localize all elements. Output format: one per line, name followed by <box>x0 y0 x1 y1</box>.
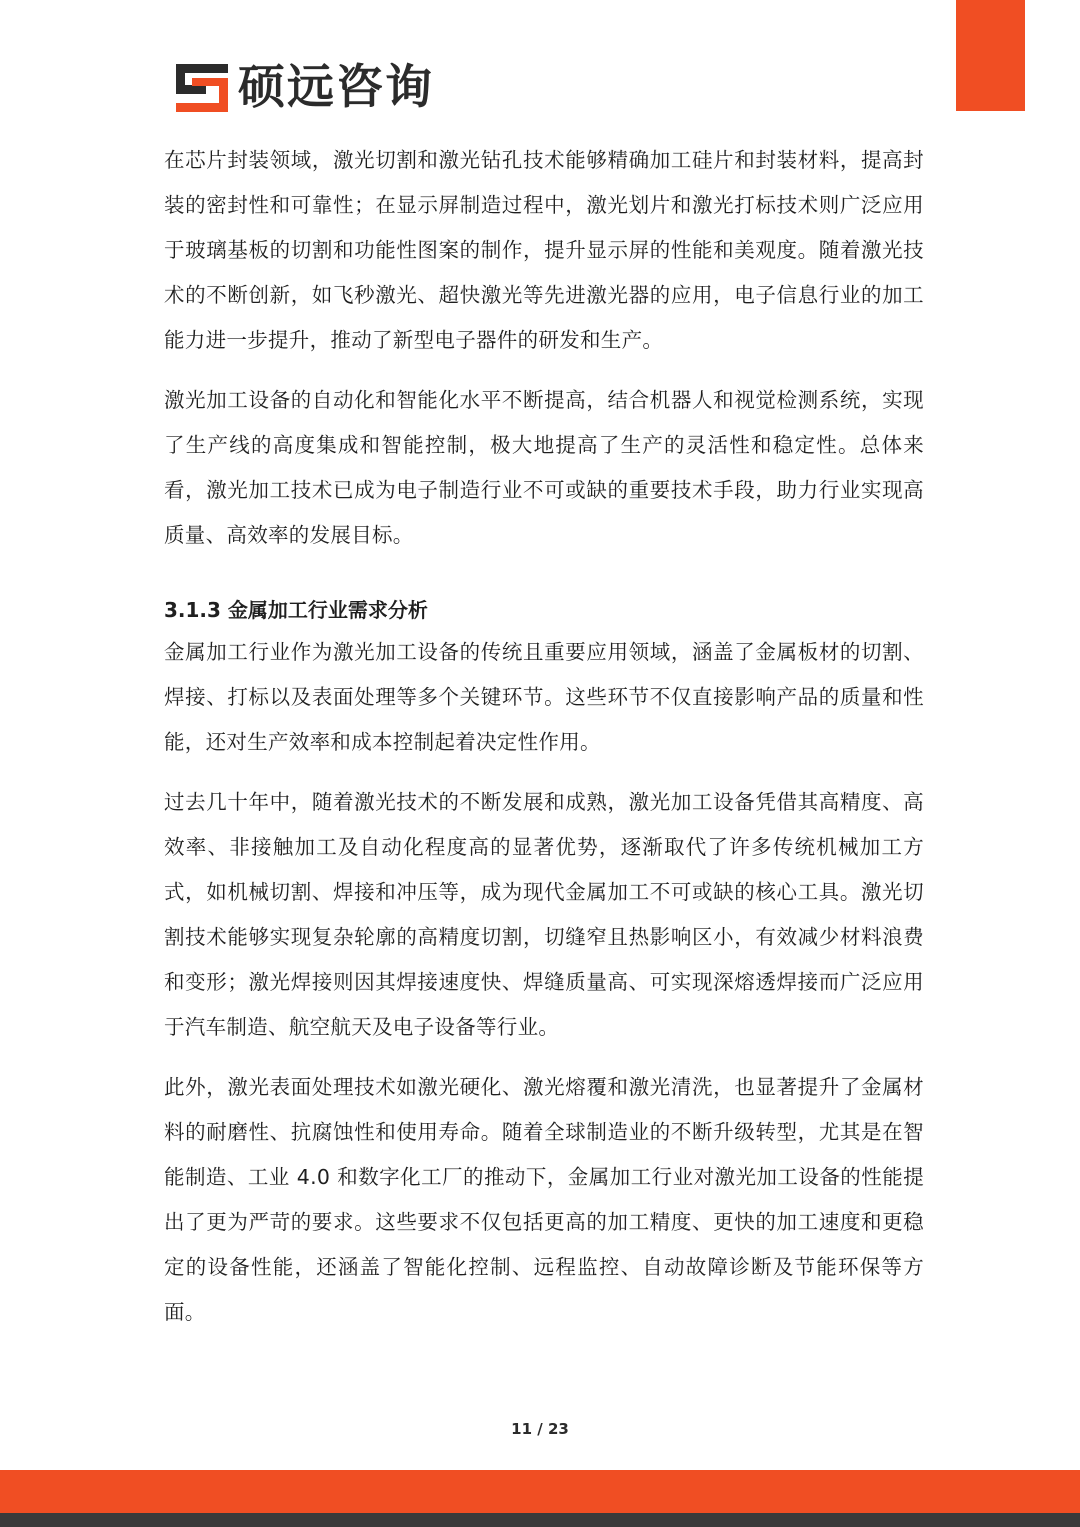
page-body <box>164 138 924 1350</box>
body-paragraph: 过去几十年中，随着激光技术的不断发展和成熟，激光加工设备凭借其高精度、高效率、非接触加工及自动化程度高的显著优势，逐渐取代了许多传统机械加工方式，如机械切割、焊接和冲压等，成为现代金属加工不可或缺的核心工具。激光切割技术能够实现复杂轮廓的高精度切割，切缝窄且热影响区小，有效减少材料浪费和变形；激光焊接则因其焊接速度快、焊缝质量高、可实现深熔透焊接而广泛应用于汽车制造、航空航天及电子设备等行业。 <box>164 790 924 1039</box>
page-number: 11 / 23 <box>511 1420 569 1438</box>
footer-accent-bar <box>0 1470 1080 1513</box>
body-paragraph: 激光加工设备的自动化和智能化水平不断提高，结合机器人和视觉检测系统，实现了生产线的高度集成和智能控制，极大地提高了生产的灵活性和稳定性。总体来看，激光加工技术已成为电子制造行业不可或缺的重要技术手段，助力行业实现高质量、高效率的发展目标。 <box>164 388 924 547</box>
section-heading: 3.1.3 金属加工行业需求分析 <box>164 598 428 622</box>
footer-base-bar <box>0 1513 1080 1527</box>
corner-accent-tab <box>956 0 1025 111</box>
body-paragraph: 此外，激光表面处理技术如激光硬化、激光熔覆和激光清洗，也显著提升了金属材料的耐磨性、抗腐蚀性和使用寿命。随着全球制造业的不断升级转型，尤其是在智能制造、工业 4.0 和数字化工厂的推动下，金属加工行业对激光加工设备的性能提出了更为严苛的要求。这些要求不仅包括更高的加工精度、更快的加工速度和更稳定的设备性能，还涵盖了智能化控制、远程监控、自动故障诊断及节能环保等方面。 <box>164 1075 924 1324</box>
sy-logo-icon <box>176 64 228 112</box>
page-header <box>176 58 434 118</box>
body-paragraph: 金属加工行业作为激光加工设备的传统且重要应用领域，涵盖了金属板材的切割、焊接、打标以及表面处理等多个关键环节。这些环节不仅直接影响产品的质量和性能，还对生产效率和成本控制起着决定性作用。 <box>164 640 924 754</box>
brand-name: 硕远咨询 <box>238 60 434 115</box>
body-paragraph: 在芯片封装领域，激光切割和激光钻孔技术能够精确加工硅片和封装材料，提高封装的密封性和可靠性；在显示屏制造过程中，激光划片和激光打标技术则广泛应用于玻璃基板的切割和功能性图案的制作，提升显示屏的性能和美观度。随着激光技术的不断创新，如飞秒激光、超快激光等先进激光器的应用，电子信息行业的加工能力进一步提升，推动了新型电子器件的研发和生产。 <box>164 148 924 352</box>
